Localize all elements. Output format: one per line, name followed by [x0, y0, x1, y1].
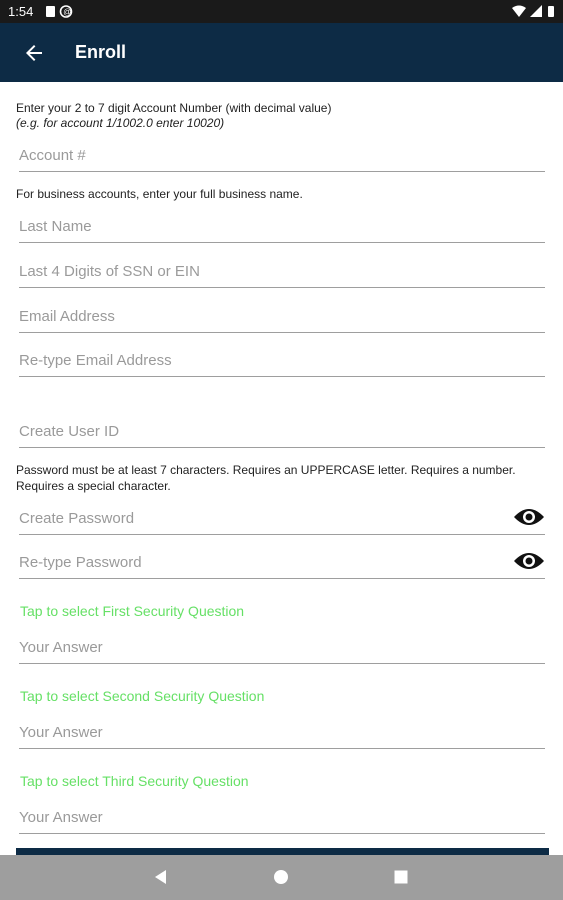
account-help-text: Enter your 2 to 7 digit Account Number (with decimal value)	[16, 101, 332, 115]
wifi-icon	[512, 6, 526, 18]
answer-1-field-wrapper	[19, 633, 545, 664]
retype-email-field-wrapper	[19, 346, 545, 377]
security-question-2-selector[interactable]: Tap to select Second Security Question	[20, 688, 265, 704]
sim-icon	[45, 5, 75, 18]
svg-text:@: @	[63, 7, 72, 17]
notification-icons	[45, 5, 75, 23]
battery-icon	[548, 6, 554, 17]
status-time: 1:54	[8, 4, 34, 19]
security-answer-1-input[interactable]	[19, 633, 499, 661]
signal-icon	[530, 5, 542, 17]
system-icons	[511, 5, 557, 23]
email-field-wrapper	[19, 302, 545, 333]
account-field-wrapper	[19, 141, 545, 172]
password-input[interactable]	[19, 504, 499, 532]
eye-icon[interactable]	[513, 506, 545, 528]
security-question-3-selector[interactable]: Tap to select Third Security Question	[20, 773, 249, 789]
answer-2-field-wrapper	[19, 718, 545, 749]
nav-back-icon[interactable]	[151, 867, 171, 887]
last-name-input[interactable]	[19, 212, 499, 240]
password-help-text: Password must be at least 7 characters. Requires an UPPERCASE letter. Requires a number.	[16, 463, 516, 477]
password-field-wrapper	[19, 504, 545, 535]
enroll-form	[0, 82, 563, 855]
security-answer-2-input[interactable]	[19, 718, 499, 746]
password-help-text-2: Requires a special character.	[16, 479, 171, 493]
ssn-input[interactable]	[19, 257, 499, 285]
retype-email-input[interactable]	[19, 346, 499, 374]
user-id-field-wrapper	[19, 417, 545, 448]
system-nav-bar	[0, 855, 563, 900]
eye-icon[interactable]	[513, 550, 545, 572]
nav-home-icon[interactable]	[271, 867, 291, 887]
nav-recents-icon[interactable]	[391, 867, 411, 887]
security-answer-3-input[interactable]	[19, 803, 499, 831]
user-id-input[interactable]	[19, 417, 499, 445]
app-bar	[0, 23, 563, 82]
ssn-field-wrapper	[19, 257, 545, 288]
security-question-1-selector[interactable]: Tap to select First Security Question	[20, 603, 245, 619]
account-example-text: (e.g. for account 1/1002.0 enter 10020)	[16, 116, 225, 130]
last-name-field-wrapper	[19, 212, 545, 243]
email-input[interactable]	[19, 302, 499, 330]
status-bar	[0, 0, 563, 23]
back-arrow-icon[interactable]	[22, 41, 46, 65]
business-help-text: For business accounts, enter your full business name.	[16, 187, 303, 201]
account-number-input[interactable]	[19, 141, 499, 169]
answer-3-field-wrapper	[19, 803, 545, 834]
submit-button[interactable]	[16, 848, 549, 855]
page-title: Enroll	[75, 42, 127, 62]
retype-password-input[interactable]	[19, 548, 499, 576]
retype-password-field-wrapper	[19, 548, 545, 579]
